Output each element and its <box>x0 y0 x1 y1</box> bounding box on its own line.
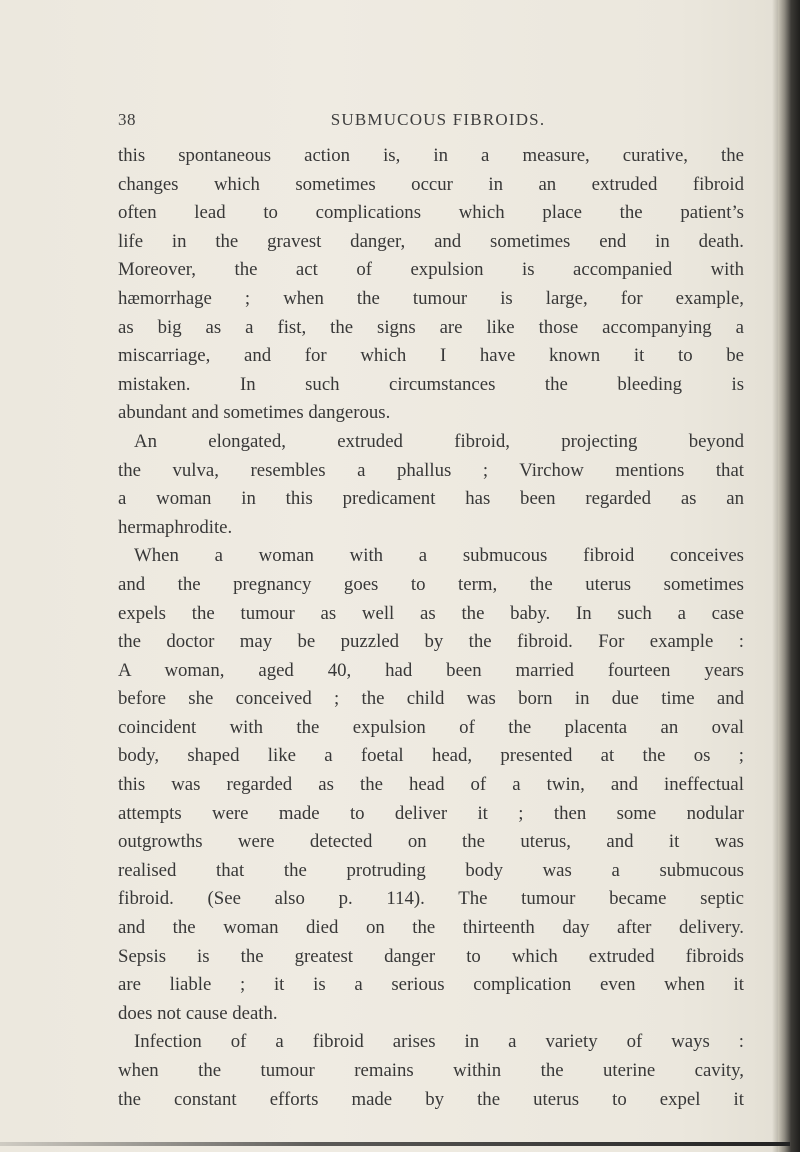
text-line: this spontaneous action is, in a measure, curative, the <box>118 145 744 166</box>
text-line: does not cause death. <box>118 1002 278 1024</box>
text-line: before she conceived ; the child was born in due time and <box>118 688 744 710</box>
text-line: A woman, aged 40, had been married fourteen years <box>118 659 744 681</box>
text-line: the doctor may be puzzled by the fibroid. For example : <box>118 631 744 653</box>
text-line: the constant efforts made by the uterus to expel it <box>118 1088 744 1110</box>
text-line: Moreover, the act of expulsion is accompanied with <box>118 259 744 281</box>
text-line: coincident with the expulsion of the placenta an oval <box>118 716 744 738</box>
text-line: abundant and sometimes dangerous. <box>118 402 391 424</box>
text-line: miscarriage, and for which I have known it to be <box>118 345 744 367</box>
bottom-edge-rule <box>0 1142 790 1146</box>
text-line: often lead to complications which place the patient’s <box>118 202 744 224</box>
text-line: a woman in this predicament has been regarded as an <box>118 488 744 510</box>
text-line: life in the gravest danger, and sometimes end in death. <box>118 230 744 252</box>
text-line: Infection of a fibroid arises in a variety of ways : <box>134 1031 744 1053</box>
text-line: this was regarded as the head of a twin, and ineffectual <box>118 774 744 796</box>
text-line: the vulva, resembles a phallus ; Virchow mentions that <box>118 459 744 481</box>
text-line: When a woman with a submucous fibroid conceives <box>134 545 744 567</box>
text-line: as big as a fist, the signs are like those accompanying a <box>118 316 744 338</box>
body-text <box>118 142 744 1114</box>
text-line: Sepsis is the greatest danger to which extruded fibroids <box>118 945 744 967</box>
text-line: are liable ; it is a serious complication even when it <box>118 974 744 996</box>
text-line: hæmorrhage ; when the tumour is large, for example, <box>118 287 744 309</box>
book-spine-edge <box>778 0 800 1152</box>
text-line: expels the tumour as well as the baby. In such a case <box>118 602 744 624</box>
text-line: fibroid. (See also p. 114). The tumour became septic <box>118 888 744 910</box>
text-line: and the pregnancy goes to term, the uterus sometimes <box>118 573 744 595</box>
running-head: SUBMUCOUS FIBROIDS. <box>330 110 546 129</box>
text-line: changes which sometimes occur in an extruded fibroid <box>118 173 744 195</box>
text-line: and the woman died on the thirteenth day after delivery. <box>118 917 744 939</box>
text-line: realised that the protruding body was a submucous <box>118 859 744 881</box>
text-line: outgrowths were detected on the uterus, and it was <box>118 831 744 853</box>
page-header <box>118 110 738 134</box>
text-line: An elongated, extruded fibroid, projecting beyond <box>134 430 744 452</box>
text-line: attempts were made to deliver it ; then some nodular <box>118 802 744 824</box>
text-line: when the tumour remains within the uterine cavity, <box>118 1060 744 1081</box>
text-line: body, shaped like a foetal head, presented at the os ; <box>118 745 744 767</box>
text-line: hermaphrodite. <box>118 516 233 538</box>
text-line: mistaken. In such circumstances the bleeding is <box>118 373 744 395</box>
page-number: 38 <box>118 110 136 129</box>
